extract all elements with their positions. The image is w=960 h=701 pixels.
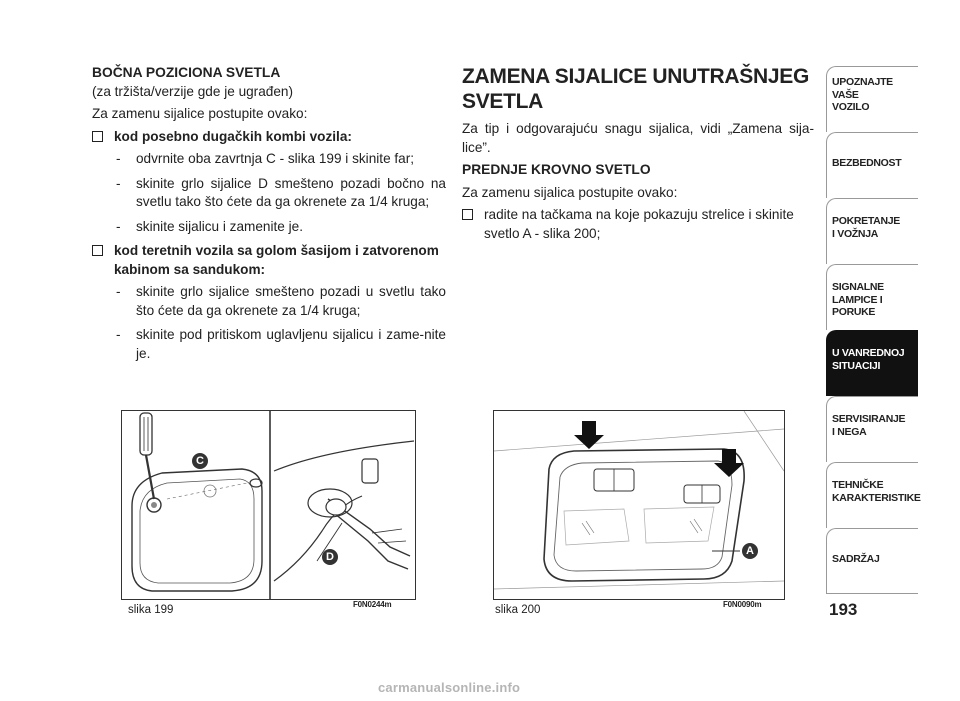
step-item: - skinite grlo sijalice D smešteno pozadi bočno na svetlu tako što ćete da ga okrenete za 1/4 kruga; (116, 175, 446, 209)
instruction-text: Za zamenu sijalica postupite ovako: (462, 184, 678, 200)
bullet-long-van: kod posebno dugačkih kombi vozila: (92, 128, 446, 147)
tab-u-vanrednoj-situaciji[interactable]: U VANREDNOJ SITUACIJI (826, 330, 918, 396)
tab-upoznajte-vase-vozilo[interactable]: UPOZNAJTE VAŠE VOZILO (826, 66, 918, 132)
label-c-marker: C (192, 453, 208, 469)
page-number: 193 (829, 600, 858, 619)
checkbox-bullet-icon (92, 245, 103, 256)
footer-watermark[interactable]: carmanualsonline.info (378, 680, 521, 695)
step-item: - skinite sijalicu i zamenite je. (116, 218, 303, 234)
tab-pokretanje-i-voznja[interactable]: POKRETANJE I VOŽNJA (826, 198, 918, 264)
bullet-remove-light: radite na tačkama na koje pokazuju strelice i skinite svetlo A - slika 200; (462, 206, 814, 243)
tab-sadrzaj[interactable]: SADRŽAJ (826, 528, 918, 594)
figure-200-roof-light (493, 410, 785, 600)
left-column (92, 64, 446, 369)
section-title-interior-light: ZAMENA SIJALICE UNUTRAŠNJEG SVETLA (462, 65, 809, 113)
figure-199-code: F0N0244m (353, 600, 392, 609)
checkbox-bullet-icon (462, 209, 473, 220)
label-d-marker: D (322, 549, 338, 565)
side-light-illustration (122, 411, 415, 599)
intro-text: Za zamenu sijalice postupite ovako: (92, 106, 308, 121)
tab-tehnicke-karakteristike[interactable]: TEHNIČKE KARAKTERISTIKE (826, 462, 918, 528)
figure-200-caption: slika 200 (495, 604, 541, 616)
step-item: - odvrnite oba zavrtnja C - slika 199 i skinite far; (116, 151, 415, 166)
intro-text: Za tip i odgovarajuću snagu sijalica, vidi „Zamena sija-lice”. (462, 121, 814, 155)
checkbox-bullet-icon (92, 131, 103, 142)
tab-bezbednost[interactable]: BEZBEDNOST (826, 132, 918, 198)
section-subtitle-front-roof-light: PREDNJE KROVNO SVETLO (462, 162, 651, 177)
figure-200-code: F0N0090m (723, 600, 762, 609)
right-column (462, 64, 814, 247)
section-subtitle: (za tržišta/verzije gde je ugrađen) (92, 83, 293, 99)
figure-199-caption: slika 199 (128, 604, 174, 616)
label-a-marker: A (742, 543, 758, 559)
bullet-chassis-cab: kod teretnih vozila sa golom šasijom i zatvorenom kabinom sa sandukom: (92, 242, 446, 279)
figure-199-side-light (121, 410, 416, 600)
tab-servisiranje-i-nega[interactable]: SERVISIRANJE I NEGA (826, 396, 918, 462)
step-item: - skinite pod pritiskom uglavljenu sijalicu i zame-nite je. (116, 327, 446, 361)
roof-light-illustration (494, 411, 784, 599)
section-title-side-lights: BOČNA POZICIONA SVETLA (92, 65, 281, 80)
step-item: - skinite grlo sijalice smešteno pozadi u svetlu tako što ćete da ga okrenete za 1/4 kruga; (116, 284, 446, 318)
chapter-nav-sidebar (826, 66, 921, 594)
tab-signalne-lampice[interactable]: SIGNALNE LAMPICE I PORUKE (826, 264, 918, 330)
